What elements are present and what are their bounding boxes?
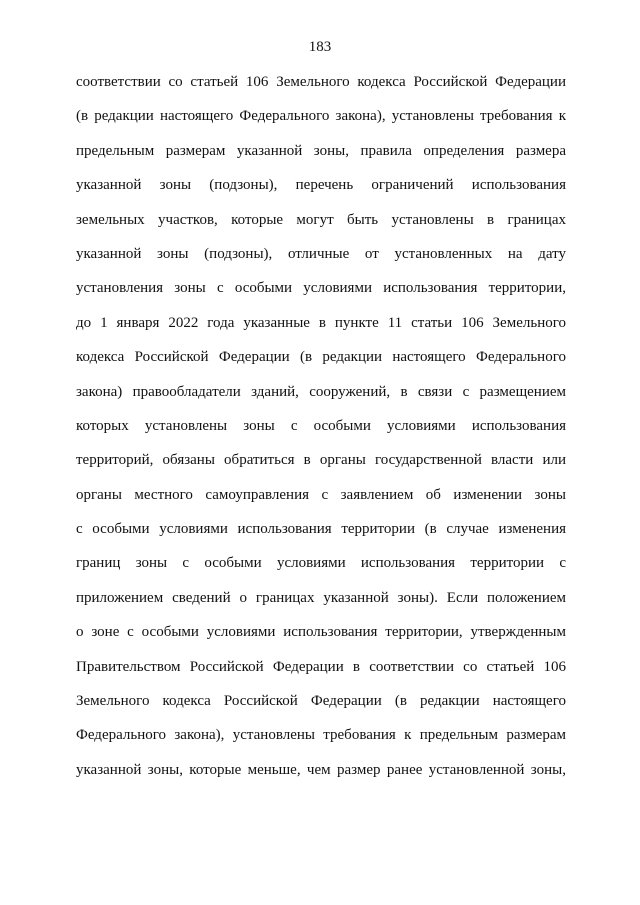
text-line: закона) правообладатели зданий, сооружений, в связи с размещением — [76, 383, 566, 400]
text-line: которых установлены зоны с особыми условиями использования — [76, 417, 566, 434]
text-line: Федерального закона), установлены требования к предельным размерам — [76, 727, 566, 744]
text-line: соответствии со статьей 106 Земельного кодекса Российской Федерации — [76, 74, 566, 90]
body-text — [76, 72, 566, 794]
text-line: указанной зоны (подзоны), отличные от установленных на дату — [76, 245, 566, 262]
text-line: границ зоны с особыми условиями использования территории с — [76, 555, 566, 572]
page-number: 183 — [308, 39, 332, 55]
text-line: установления зоны с особыми условиями использования территории, — [76, 280, 566, 297]
text-line: до 1 января 2022 года указанные в пункте 11 статьи 106 Земельного — [76, 314, 566, 331]
text-line: земельных участков, которые могут быть установлены в границах — [76, 211, 566, 228]
text-line: кодекса Российской Федерации (в редакции настоящего Федерального — [76, 349, 566, 366]
text-line: указанной зоны (подзоны), перечень ограничений использования — [76, 177, 566, 194]
text-line: предельным размерам указанной зоны, правила определения размера — [76, 142, 566, 159]
text-line: о зоне с особыми условиями использования территории, утвержденным — [76, 624, 566, 641]
text-line: территорий, обязаны обратиться в органы государственной власти или — [76, 452, 566, 469]
text-line: с особыми условиями использования территории (в случае изменения — [76, 521, 566, 538]
text-line: приложением сведений о границах указанной зоны). Если положением — [76, 589, 566, 606]
text-line: (в редакции настоящего Федерального закона), установлены требования к — [76, 108, 566, 125]
text-line: Правительством Российской Федерации в соответствии со статьей 106 — [76, 658, 566, 675]
text-line: указанной зоны, которые меньше, чем размер ранее установленной зоны, — [76, 761, 566, 778]
text-line: органы местного самоуправления с заявлением об изменении зоны — [76, 486, 566, 503]
text-line: Земельного кодекса Российской Федерации (в редакции настоящего — [76, 693, 566, 710]
